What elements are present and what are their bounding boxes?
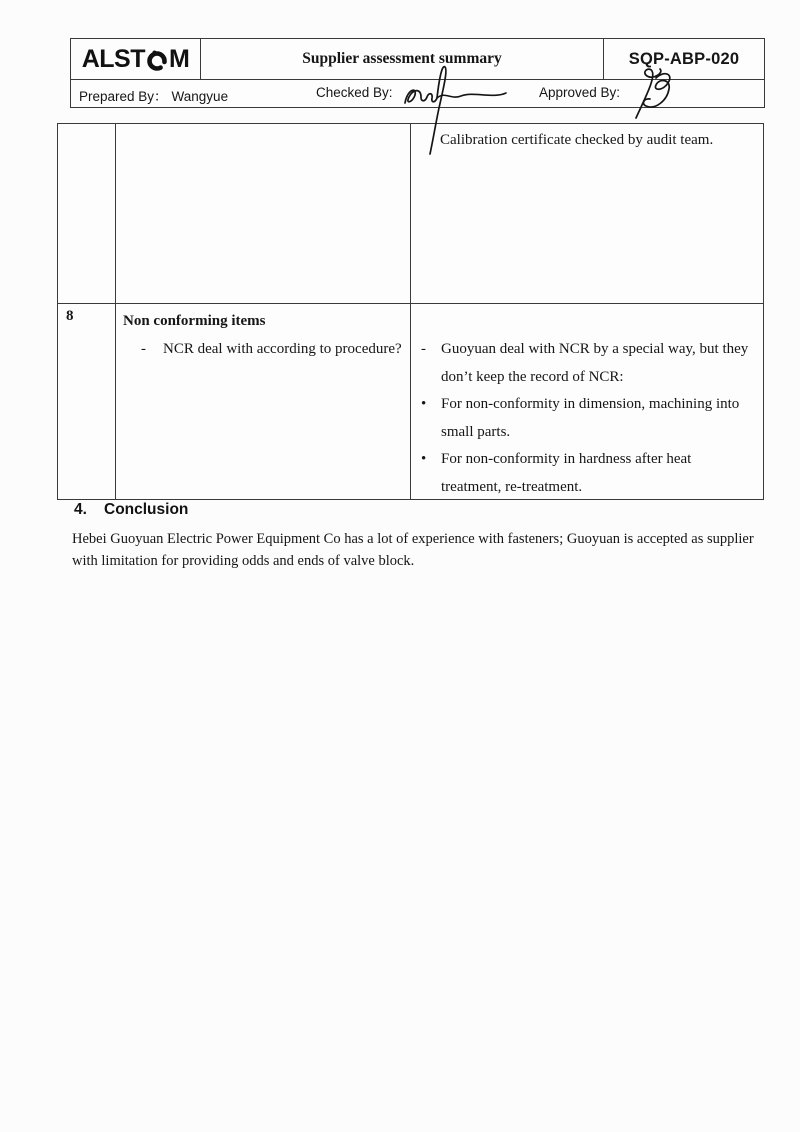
answer-item [421, 391, 755, 446]
answer-item [421, 446, 755, 499]
answer-cell [411, 304, 763, 499]
logo-cell [71, 39, 201, 79]
conclusion-number: 4. [74, 501, 87, 518]
question-cell [116, 304, 411, 499]
alstom-o-icon [144, 47, 170, 73]
assessment-table [57, 123, 764, 500]
header-row-signoff [71, 80, 764, 107]
question-item [141, 336, 406, 364]
dash-marker: - [141, 340, 146, 357]
bullet-marker: • [421, 451, 427, 467]
answer-item-text: Guoyuan deal with NCR by a special way, but they don’t keep the record of NCR: [441, 341, 749, 385]
document-code: SQP-ABP-020 [628, 49, 740, 68]
prepared-by-field [79, 85, 228, 105]
dash-marker: - [421, 341, 426, 357]
prepared-by-label: Prepared By： [79, 89, 168, 104]
document-title: Supplier assessment summary [201, 39, 604, 79]
conclusion-heading-text: Conclusion [104, 501, 189, 518]
checked-by-label: Checked By: [316, 85, 393, 100]
question-cell [116, 124, 411, 303]
conclusion-heading [74, 501, 188, 519]
header-table [70, 38, 765, 108]
logo-text-prefix: ALST [81, 44, 145, 73]
answer-line: Calibration certificate checked by audit team. [440, 132, 714, 148]
row-number-cell [58, 124, 116, 303]
row-number-cell: 8 [58, 304, 116, 499]
answer-item-text: For non-conformity in dimension, machining into small parts. [441, 396, 740, 440]
logo-text-suffix: M [168, 44, 190, 73]
alstom-logo [82, 45, 190, 74]
answer-item-text: For non-conformity in hardness after heat treatment, re-treatment. [441, 451, 692, 495]
table-row-continuation [58, 124, 763, 303]
question-item-text: NCR deal with according to procedure? [163, 340, 402, 357]
header-row-top [71, 39, 764, 80]
approved-by-field [539, 85, 620, 100]
question-title: Non conforming items [123, 313, 266, 329]
checked-by-field [316, 85, 393, 100]
answer-cell [411, 124, 763, 303]
bullet-marker: • [421, 396, 427, 412]
approved-by-label: Approved By: [539, 85, 621, 100]
table-row-8 [58, 303, 763, 499]
prepared-by-value: Wangyue [171, 89, 229, 104]
answer-item [421, 336, 755, 391]
conclusion-paragraph: Hebei Guoyuan Electric Power Equipment Co has a lot of experience with fasteners; Guoyuan is accepted as supplier with limitation for providing odds and ends of valve block. [72, 531, 754, 569]
